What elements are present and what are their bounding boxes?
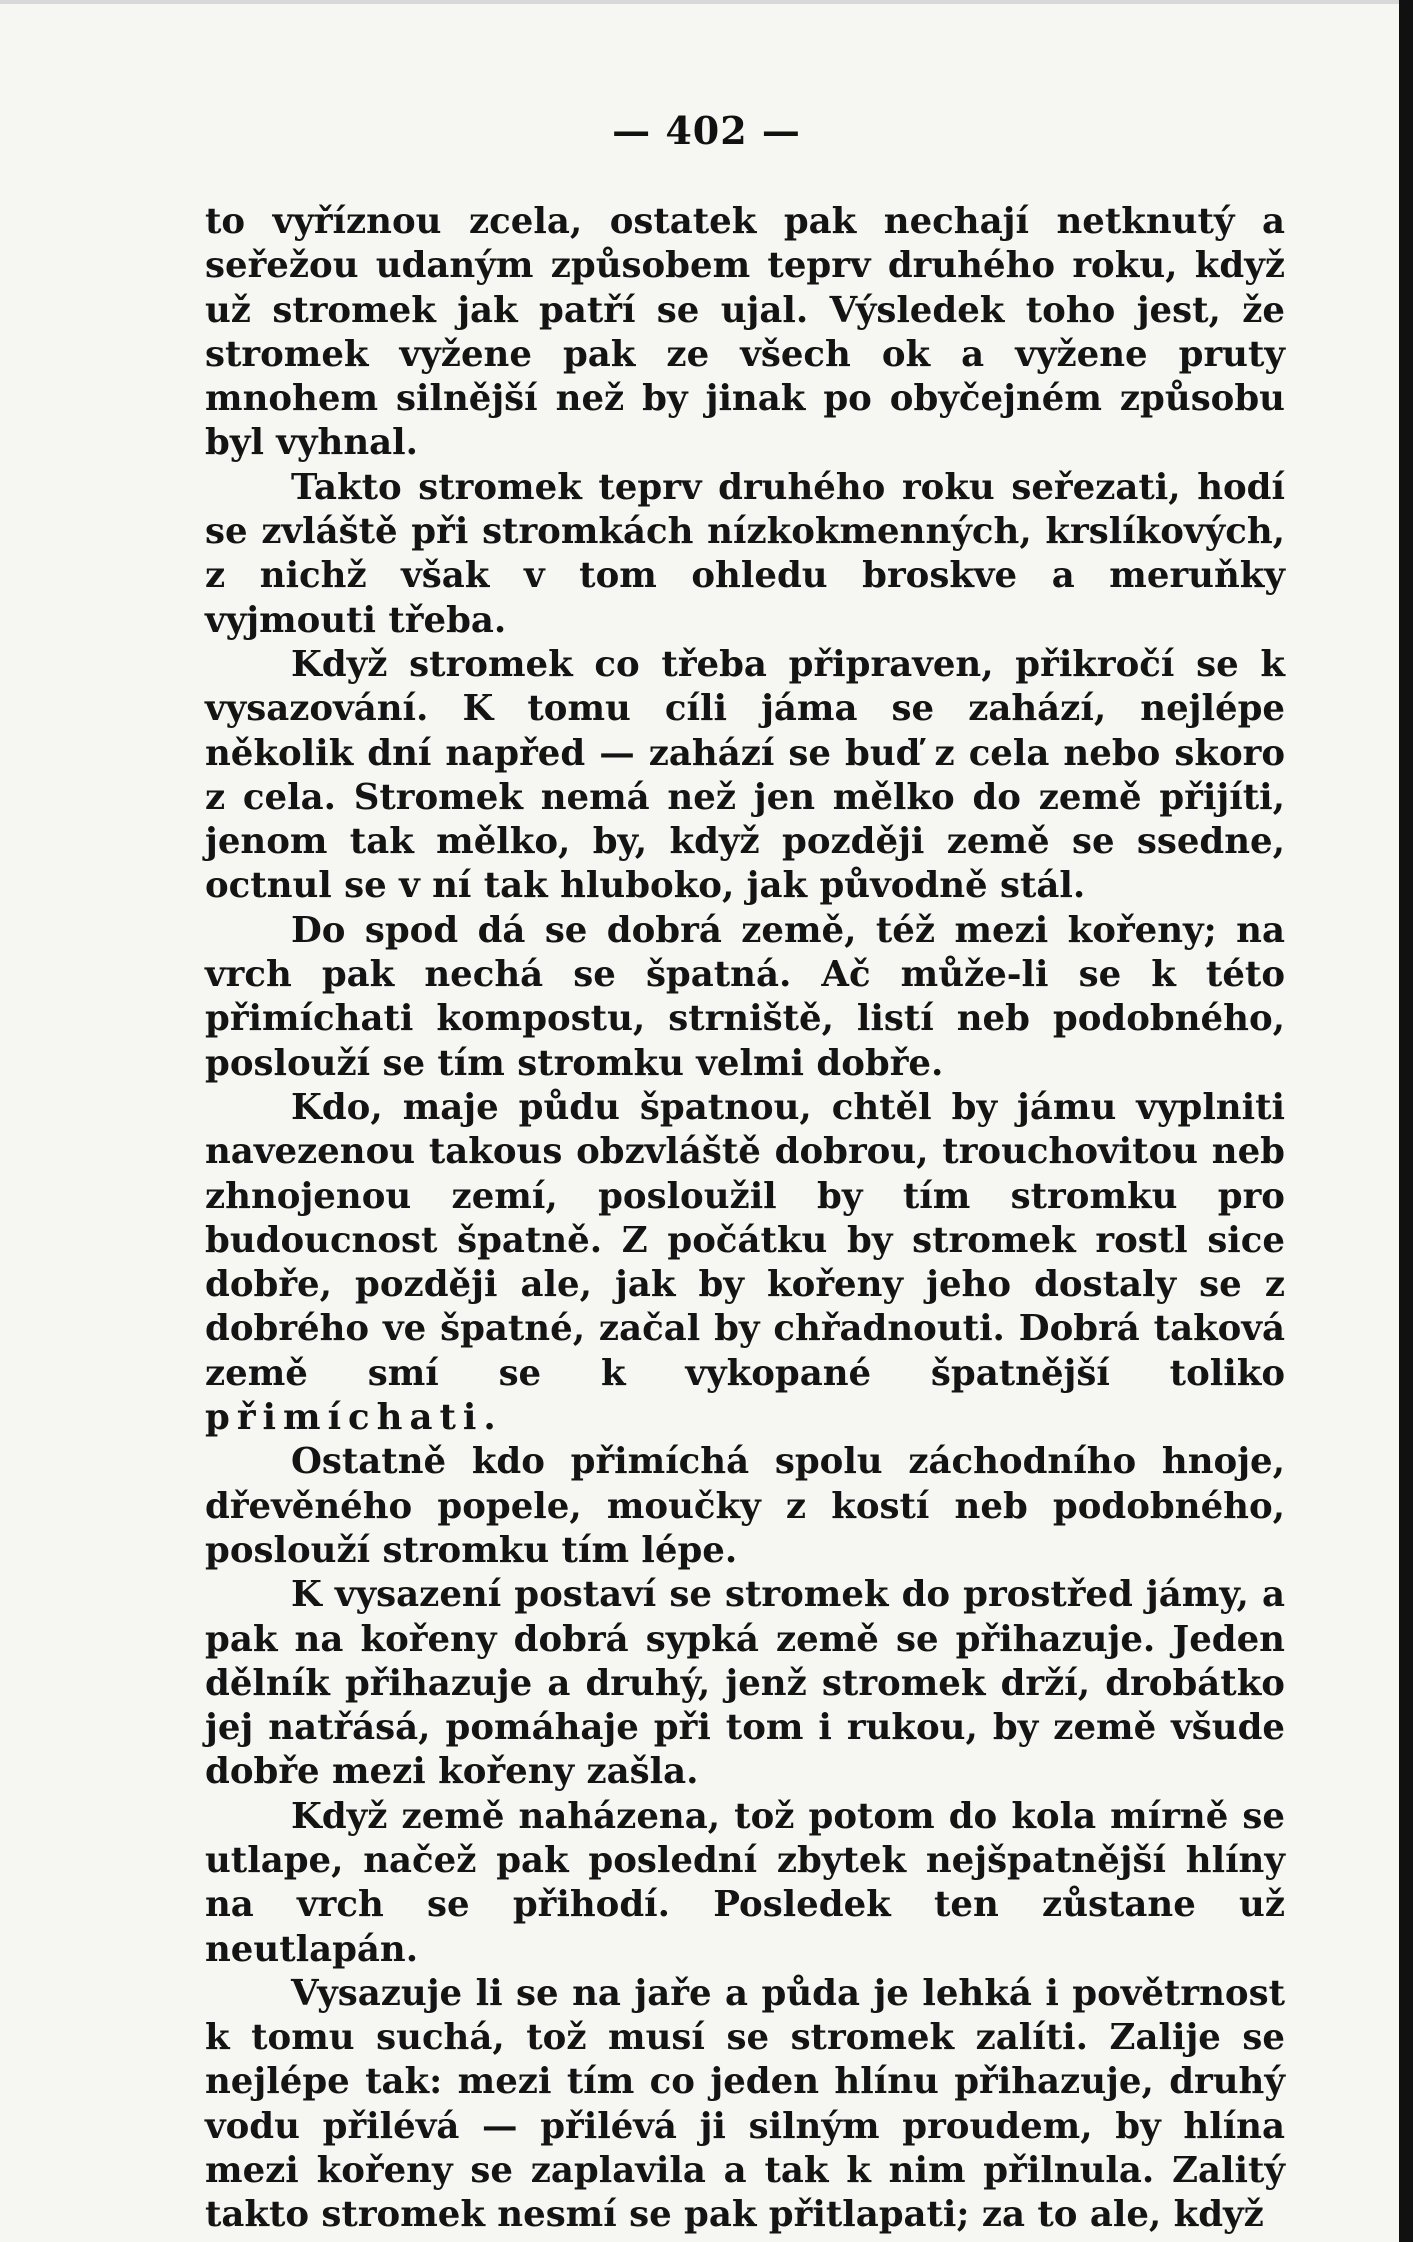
paragraph: Vysazuje li se na jaře a půda je lehká i povětrnost k tomu suchá, tož musí se stromek zalíti. Zalije se nejlépe tak: mezi tím co jeden hlínu přihazuje, druhý vodu přilévá — přilévá ji silným proudem, by hlína mezi kořeny se zaplavila a tak k nim přilnula. Zalitý takto stromek nesmí se pak přitlapati; za to ale, když	[205, 1972, 1285, 2236]
paragraph: K vysazení postaví se stromek do prostřed jámy, a pak na kořeny dobrá sypká země se přihazuje. Jeden dělník přihazuje a druhý, jenž stromek drží, drobátko jej natřásá, pomáhaje při tom i rukou, by země všude dobře mezi kořeny zašla.	[205, 1574, 1285, 1793]
paragraph: Ostatně kdo přimíchá spolu záchodního hnoje, dřevěného popele, moučky z kostí neb podobného, poslouží stromku tím lépe.	[205, 1441, 1285, 1571]
paragraph	[205, 1086, 1285, 1440]
paragraph: Takto stromek teprv druhého roku seřezati, hodí se zvláště při stromkách nízkokmenných, krslíkových, z nichž však v tom ohledu broskve a meruňky vyjmouti třeba.	[205, 466, 1285, 641]
paragraph: Když země naházena, tož potom do kola mírně se utlape, načež pak poslední zbytek nejšpatnější hlíny na vrch se přihodí. Posledek ten zůstane už neutlapán.	[205, 1795, 1285, 1970]
paragraph: Do spod dá se dobrá země, též mezi kořeny; na vrch pak nechá se špatná. Ač může-li se k této přimíchati kompostu, strniště, listí neb podobného, poslouží se tím stromku velmi dobře.	[205, 909, 1285, 1084]
page-number: — 402 —	[612, 108, 801, 153]
body-text	[205, 200, 1285, 2238]
scan-right-edge	[1399, 0, 1413, 2242]
paragraph: Když stromek co třeba připraven, přikročí se k vysazování. K tomu cíli jáma se zahází, nejlépe několik dní napřed — zahází se buď z cela nebo skoro z cela. Stromek nemá než jen mělko do země přijíti, jenom tak mělko, by, když později země se ssedne, octnul se v ní tak hluboko, jak původně stál.	[205, 643, 1285, 907]
scan-top-edge	[0, 0, 1413, 4]
paragraph-text: Kdo, maje půdu špatnou, chtěl by jámu vyplniti navezenou takous obzvláště dobrou, trouchovitou neb zhnojenou zemí, posloužil by tím stromku pro budoucnost špatně. Z počátku by stromek rostl sice dobře, později ale, jak by kořeny jeho dostaly se z dobrého ve špatné, začal by chřadnouti. Dobrá taková země smí se k vykopané špatnější toliko	[205, 1086, 1285, 1394]
paragraph: to vyříznou zcela, ostatek pak nechají netknutý a seřežou udaným způsobem teprv druhého roku, když už stromek jak patří se ujal. Výsledek toho jest, že stromek vyžene pak ze všech ok a vyžene pruty mnohem silnější než by jinak po obyčejném způsobu byl vyhnal.	[205, 201, 1285, 464]
emphasized-word: přimíchati.	[205, 1397, 503, 1439]
